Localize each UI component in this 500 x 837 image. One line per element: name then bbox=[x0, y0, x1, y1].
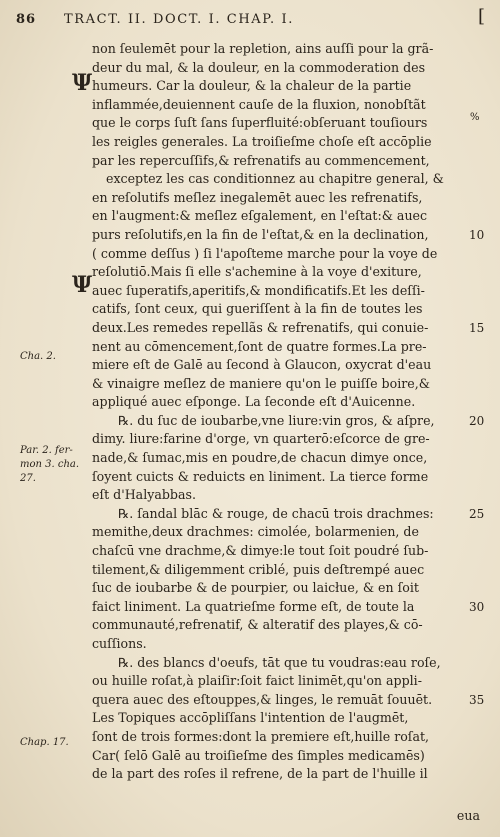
text-line: en l'augment:& meſlez eſgalement, en l'eſtat:& auec bbox=[92, 208, 428, 224]
text-line: par les repercuſſifs,& refrenatifs au commencement, bbox=[92, 152, 430, 168]
text-line: catifs, ſont ceux, qui gueriſſent à la fin de toutes les bbox=[92, 301, 423, 317]
margin-note: Chap. 17. bbox=[20, 737, 69, 748]
text-line: ſont de trois formes:dont la premiere eſt,huille roſat, bbox=[92, 728, 430, 744]
text-line: faict liniment. La quatrieſme forme eſt, de toute la bbox=[92, 598, 415, 614]
text-line: memithe,deux drachmes: cimolée, bolarmenien, de bbox=[92, 524, 419, 540]
text-line: ℞. du ſuc de ioubarbe,vne liure:vin gros, & aſpre, bbox=[118, 412, 435, 428]
text-line: que le corps ſuſt ſans ſuperfluité:obſeruant touſiours bbox=[92, 115, 428, 131]
text-line: tilement,& diligemment criblé, puis deſtrempé auec bbox=[92, 561, 425, 577]
line-number: 35 bbox=[469, 693, 485, 707]
page-header bbox=[16, 6, 486, 32]
text-line: auec ſuperatifs,aperitifs,& mondificatifs.Et les deſſi- bbox=[92, 282, 425, 298]
text-line: ou huille roſat,à plaiſir:ſoit faict linimēt,qu'on appli- bbox=[92, 673, 422, 689]
text-line: chaſcū vne drachme,& dimye:le tout ſoit poudré ſub- bbox=[92, 543, 429, 559]
margin-note: 27. bbox=[20, 473, 36, 484]
line-number: 30 bbox=[469, 600, 485, 614]
text-line: les reigles generales. La troiſieſme choſe eſt accōplie bbox=[92, 133, 432, 149]
text-line: Les Topiques accōpliſſans l'intention de l'augmēt, bbox=[92, 710, 409, 726]
text-line: communauté,refrenatif, & alteratif des playes,& cō- bbox=[92, 617, 423, 633]
text-line: deur du mal, & la douleur, en la commoderation des bbox=[92, 59, 426, 75]
text-line: & vinaigre meſlez de maniere qu'on le puiſſe boire,& bbox=[92, 375, 430, 391]
text-line: cuſſions. bbox=[92, 636, 147, 651]
margin-note: Cha. 2. bbox=[20, 351, 56, 362]
text-line: nade,& ſumac,mis en poudre,de chacun dimye once, bbox=[92, 450, 428, 466]
text-line: non ſeulemēt pour la repletion, ains auſſi pour la grã- bbox=[92, 41, 434, 56]
text-line: miere eſt de Galē au ſecond à Glaucon, oxycrat d'eau bbox=[92, 357, 432, 373]
text-line: ℞. des blancs d'oeufs, tāt que tu voudras:eau roſe, bbox=[118, 654, 441, 670]
corner-mark: [ bbox=[477, 6, 486, 27]
text-line: ( comme deſſus ) ſi l'apoſteme marche pour la voye de bbox=[92, 245, 438, 261]
line-number: 25 bbox=[469, 507, 485, 521]
text-line: reſolutiō.Mais ſi elle s'achemine à la voye d'exiture, bbox=[92, 264, 422, 280]
text-line: humeurs. Car la douleur, & la chaleur de la partie bbox=[92, 78, 412, 94]
text-line: appliqué auec eſponge. La ſeconde eſt d'Auicenne. bbox=[92, 394, 416, 410]
text-line: eſt d'Halyabbas. bbox=[92, 487, 196, 503]
margin-note: mon 3. cha. bbox=[20, 459, 80, 470]
line-number: 10 bbox=[469, 228, 485, 242]
text-line: dimy. liure:farine d'orge, vn quarterō:eſcorce de gre- bbox=[92, 431, 430, 447]
text-line: ſuc de ioubarbe & de pourpier, ou laicłue, & en ſoit bbox=[92, 580, 419, 596]
running-title: TRACT. II. DOCT. I. CHAP. I. bbox=[64, 12, 294, 27]
line-number: 20 bbox=[469, 414, 485, 428]
text-line: ℞. ſandal blāc & rouge, de chacū trois drachmes: bbox=[118, 505, 434, 521]
text-line: quera auec des eſtouppes,& linges, le remuāt ſouuēt. bbox=[92, 691, 433, 707]
text-line: nent au cōmencement,ſont de quatre formes.La pre- bbox=[92, 338, 427, 354]
text-line: deux.Les remedes repellãs & refrenatifs, qui conuie- bbox=[92, 319, 429, 335]
line-number: 15 bbox=[469, 321, 485, 335]
body-text bbox=[92, 40, 462, 784]
text-line: inflammée,deuiennent cauſe de la fluxion, nonobſtãt bbox=[92, 96, 426, 112]
margin-note: Par. 2. fer- bbox=[20, 445, 73, 456]
text-line: de la part des roſes il refrene, de la part de l'huille il bbox=[92, 766, 428, 782]
text-line: exceptez les cas conditionnez au chapitre general, & bbox=[106, 171, 444, 187]
paragraph-mark-icon: Ψ bbox=[72, 272, 93, 298]
catchword: eua bbox=[456, 808, 480, 823]
folio-number: 86 bbox=[16, 12, 37, 27]
text-line: en reſolutifs meſlez inegalemēt auec les refrenatifs, bbox=[92, 189, 423, 205]
paragraph-mark-icon: Ψ bbox=[72, 70, 93, 96]
margin-symbol: % bbox=[470, 112, 480, 123]
text-line: ſoyent cuicts & reduicts en liniment. La tierce forme bbox=[92, 468, 429, 484]
text-line: Car( ſelō Galē au troiſieſme des ſimples medicamēs) bbox=[92, 747, 425, 763]
text-line: purs reſolutifs,en la fin de l'eſtat,& en la declination, bbox=[92, 226, 429, 242]
